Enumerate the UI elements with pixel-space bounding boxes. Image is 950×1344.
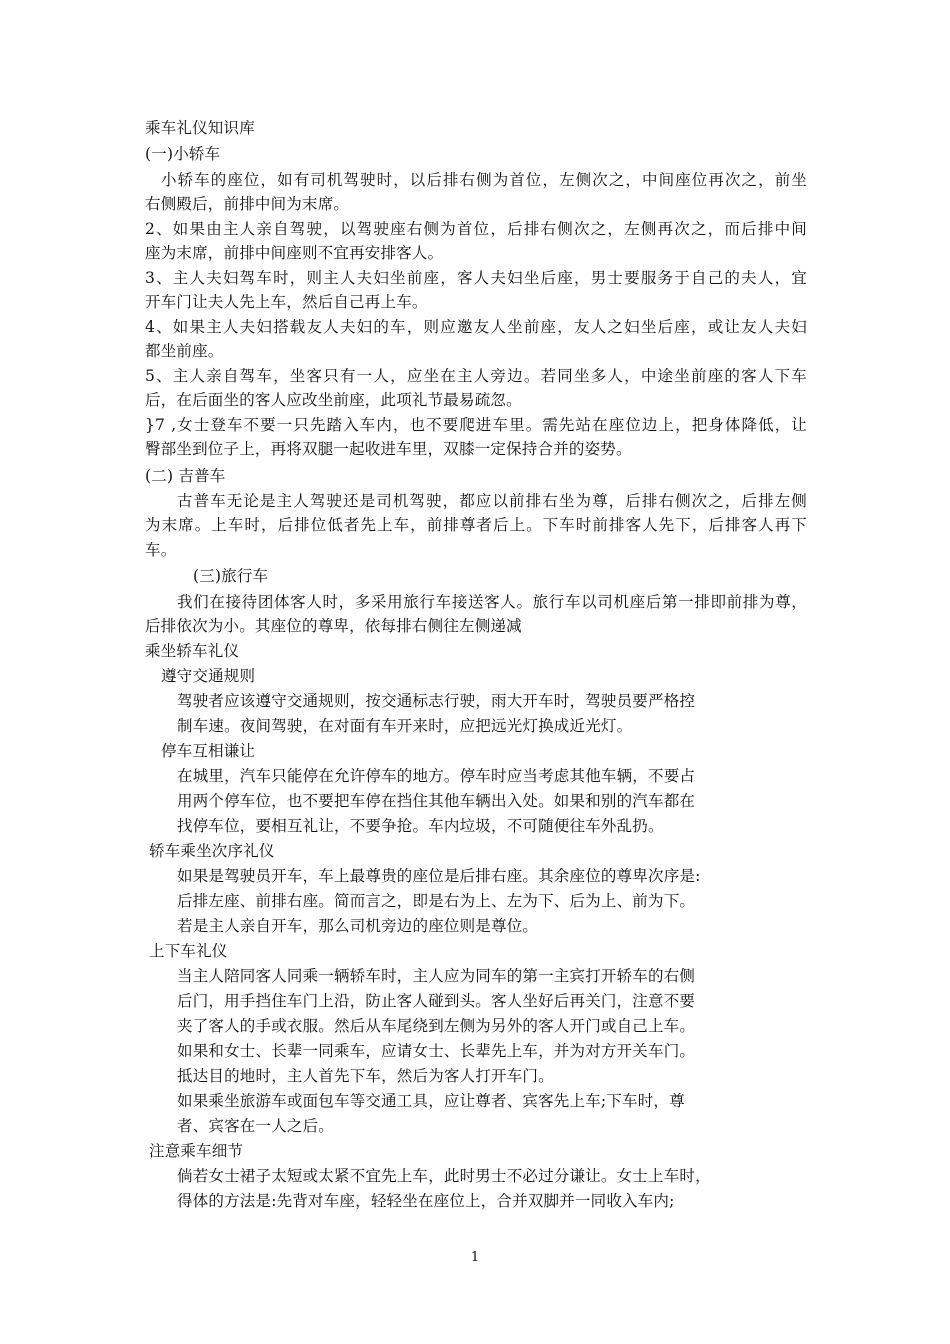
paragraph-line: }7 ,女士登车不要一只先踏入车内，也不要爬进车里。需先站在座位边上，把身体降低，让 [145, 416, 807, 434]
paragraph-line: 找停车位，要相互礼让，不要争抢。车内垃圾，不可随便往车外乱扔。 [177, 817, 664, 835]
paragraph-line: 臀部坐到位子上，再将双腿一起收进车里，双膝一定保持合并的姿势。 [145, 440, 632, 458]
paragraph-line: 古普车无论是主人驾驶还是司机驾驶，都应以前排右坐为尊，后排右侧次之，后排左侧 [177, 492, 807, 510]
paragraph-line: 4、如果主人夫妇搭载友人夫妇的车，则应邀友人坐前座，友人之妇坐后座，或让友人夫妇 [145, 318, 807, 336]
paragraph-line: 3、主人夫妇驾车时，则主人夫妇坐前座，客人夫妇坐后座，男士要服务于自己的夫人，宜 [145, 269, 807, 287]
section-heading: (三)旅行车 [193, 567, 269, 585]
paragraph-line: 如果乘坐旅游车或面包车等交通工具，应让尊者、宾客先上车;下车时，尊 [177, 1092, 685, 1110]
paragraph-line: 夹了客人的手或衣服。然后从车尾绕到左侧为另外的客人开门或自己上车。 [177, 1017, 696, 1035]
paragraph-line: 制车速。夜间驾驶，在对面有车开来时，应把远光灯换成近光灯。 [177, 717, 633, 735]
section-heading: (二) 吉普车 [145, 467, 226, 485]
subsection-heading: 轿车乘坐次序礼仪 [149, 842, 275, 860]
paragraph-line: 我们在接待团体客人时，多采用旅行车接送客人。旅行车以司机座后第一排即前排为尊， [177, 593, 807, 611]
subsection-heading: 遵守交通规则 [161, 667, 256, 685]
paragraph-line: 用两个停车位，也不要把车停在挡住其他车辆出入处。如果和别的汽车都在 [177, 792, 696, 810]
paragraph-line: 小轿车的座位，如有司机驾驶时，以后排右侧为首位，左侧次之，中间座位再次之，前坐 [161, 171, 807, 189]
paragraph-line: 5、主人亲自驾车，坐客只有一人，应坐在主人旁边。若同坐多人，中途坐前座的客人下车 [145, 367, 807, 385]
section-heading: (一)小轿车 [145, 145, 221, 163]
section-heading: 乘坐轿车礼仪 [145, 642, 240, 660]
paragraph-line: 2、如果由主人亲自驾驶，以驾驶座右侧为首位，后排右侧次之，左侧再次之，而后排中间 [145, 220, 807, 238]
paragraph-line: 座为末席，前排中间座则不宜再安排客人。 [145, 244, 444, 262]
paragraph-line: 者、宾客在一人之后。 [177, 1117, 335, 1135]
paragraph-line: 在城里，汽车只能停在允许停车的地方。停车时应当考虑其他车辆，不要占 [177, 767, 696, 785]
page-number: 1 [470, 1250, 480, 1265]
paragraph-line: 倘若女士裙子太短或太紧不宜先上车，此时男士不必过分谦让。女士上车时， [177, 1167, 711, 1185]
paragraph-line: 抵达目的地时，主人首先下车，然后为客人打开车门。 [177, 1067, 554, 1085]
paragraph-line: 如果和女士、长辈一同乘车，应请女士、长辈先上车，并为对方开关车门。 [177, 1042, 696, 1060]
paragraph-line: 开车门让夫人先上车，然后自己再上车。 [145, 293, 428, 311]
paragraph-line: 都坐前座。 [145, 342, 224, 360]
paragraph-line: 驾驶者应该遵守交通规则，按交通标志行驶，雨大开车时，驾驶员要严格控 [177, 692, 696, 710]
paragraph-line: 得体的方法是:先背对车座，轻轻坐在座位上，合并双脚并一同收入车内; [177, 1192, 675, 1210]
paragraph-line: 后门，用手挡住车门上沿，防止客人碰到头。客人坐好后再关门，注意不要 [177, 992, 696, 1010]
paragraph-line: 后，在后面坐的客人应改坐前座，此项礼节最易疏忽。 [145, 391, 522, 409]
paragraph-line: 右侧殿后，前排中间为末席。 [145, 195, 350, 213]
paragraph-line: 若是主人亲自开车，那么司机旁边的座位则是尊位。 [177, 917, 539, 935]
paragraph-line: 车。 [145, 541, 177, 559]
subsection-heading: 注意乘车细节 [149, 1142, 244, 1160]
paragraph-line: 后排依次为小。其座位的尊卑，依每排右侧往左侧递减 [145, 617, 522, 635]
paragraph-line: 后排左座、前排右座。简而言之，即是右为上、左为下、后为上、前为下。 [177, 892, 696, 910]
subsection-heading: 停车互相谦让 [161, 742, 256, 760]
paragraph-line: 为末席。上车时，后排位低者先上车，前排尊者后上。下车时前排客人先下，后排客人再下 [145, 516, 807, 534]
doc-title: 乘车礼仪知识库 [145, 119, 255, 137]
paragraph-line: 当主人陪同客人同乘一辆轿车时，主人应为同车的第一主宾打开轿车的右侧 [177, 967, 696, 985]
paragraph-line: 如果是驾驶员开车，车上最尊贵的座位是后排右座。其余座位的尊卑次序是: [177, 867, 701, 885]
subsection-heading: 上下车礼仪 [149, 942, 228, 960]
